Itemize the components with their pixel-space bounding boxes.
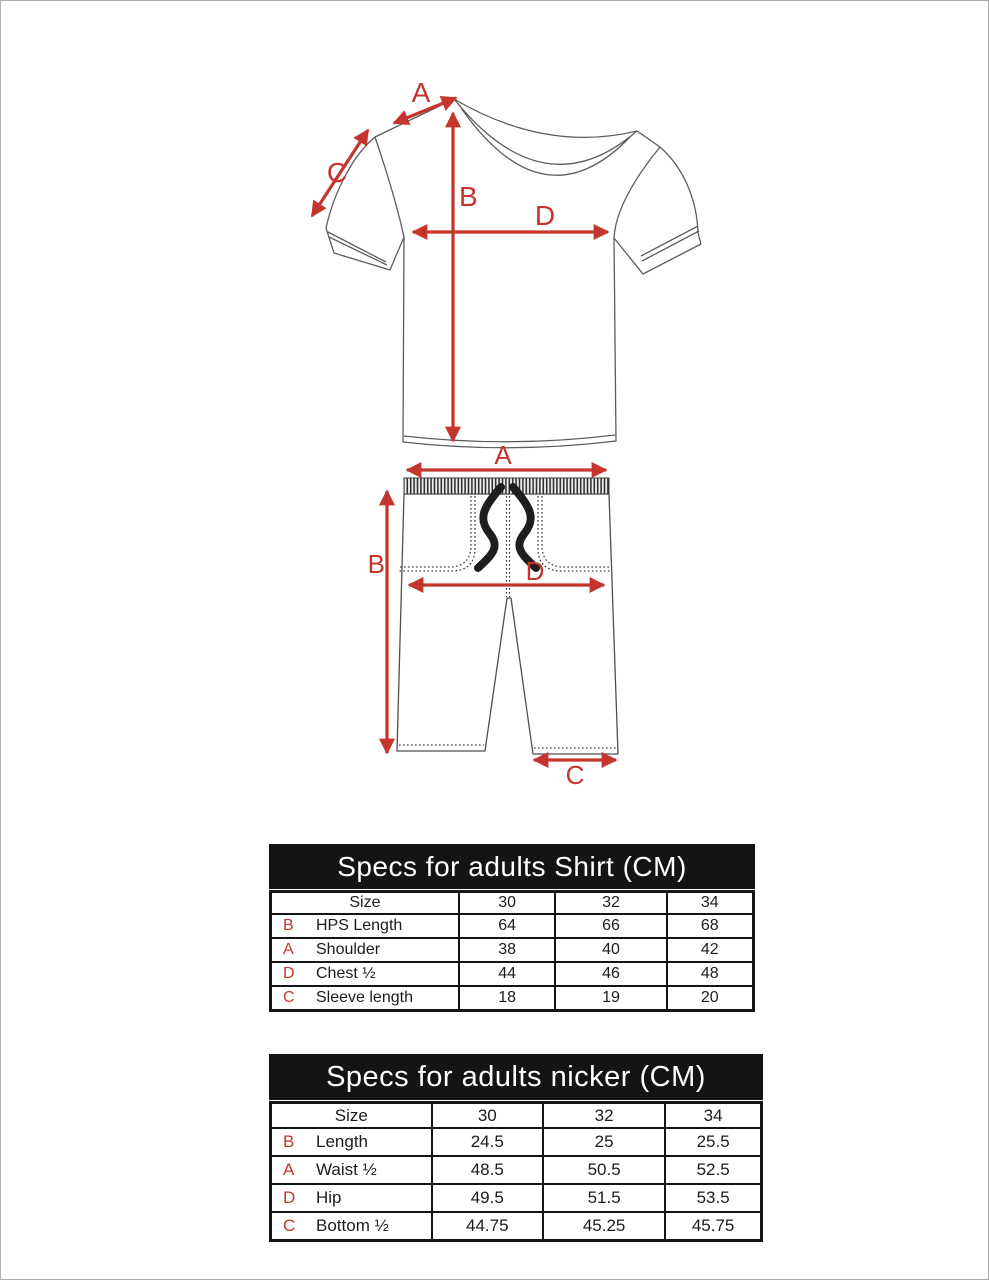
shirt-label-d: D [534,200,556,231]
shirt-label-c: C [326,157,348,188]
row-label: Bottom ½ [316,1216,389,1235]
cell-value: 45.75 [665,1212,761,1241]
row-letter: D [283,965,295,982]
row-label: Shoulder [316,941,381,958]
cell-value: 66 [555,914,666,938]
cell-value: 25.5 [665,1128,761,1156]
shorts-outline [397,494,618,754]
row-letter: A [283,1160,295,1179]
row-letter: B [283,917,294,934]
row-label: Chest ½ [316,965,376,982]
row-letter: A [283,941,294,958]
nicker-size-30: 30 [432,1103,543,1129]
row-label: Length [316,1132,368,1151]
shirt-size-header: Size [271,892,459,915]
cell-value: 48 [667,962,754,986]
nicker-row-length [271,1128,762,1156]
cell-value: 44 [459,962,556,986]
shirt-size-34: 34 [667,892,754,915]
shorts-label-a: A [494,440,512,470]
cell-value: 64 [459,914,556,938]
cell-value: 38 [459,938,556,962]
row-letter: B [283,1132,295,1151]
cell-value: 48.5 [432,1156,543,1184]
cell-value: 46 [555,962,666,986]
nicker-size-32: 32 [543,1103,665,1129]
row-letter: C [283,989,295,1006]
shorts-label-c: C [565,760,585,790]
shorts-drawing [397,478,618,754]
nicker-size-header: Size [271,1103,432,1129]
shirt-row-hps-length [271,914,754,938]
cell-value: 49.5 [432,1184,543,1212]
nicker-row-waist [271,1156,762,1184]
cell-value: 45.25 [543,1212,665,1241]
row-letter: C [283,1216,296,1235]
cell-value: 25 [543,1128,665,1156]
shorts-label-d: D [525,556,545,586]
cell-value: 53.5 [665,1184,761,1212]
shirt-table-title: Specs for adults Shirt (CM) [269,844,755,889]
cell-value: 44.75 [432,1212,543,1241]
cell-value: 50.5 [543,1156,665,1184]
row-label: HPS Length [316,917,403,934]
row-label: Hip [316,1188,342,1207]
row-label: Waist ½ [316,1160,377,1179]
cell-value: 40 [555,938,666,962]
row-letter: D [283,1188,296,1207]
cell-value: 42 [667,938,754,962]
shirt-row-chest [271,962,754,986]
nicker-size-header-row [271,1103,762,1129]
cell-value: 19 [555,986,666,1011]
nicker-spec-table [269,1054,763,1242]
tshirt-drawing [326,99,701,448]
nicker-table-grid [269,1101,763,1242]
shirt-spec-table [269,844,755,1012]
shirt-label-a: A [411,77,431,108]
shirt-size-32: 32 [555,892,666,915]
cell-value: 68 [667,914,754,938]
measurement-diagram [1,1,989,821]
nicker-size-34: 34 [665,1103,761,1129]
cell-value: 24.5 [432,1128,543,1156]
shorts-label-b: B [367,549,385,579]
nicker-table-title: Specs for adults nicker (CM) [269,1054,763,1100]
shirt-label-b: B [459,181,478,212]
nicker-row-bottom [271,1212,762,1241]
cell-value: 18 [459,986,556,1011]
shirt-table-grid [269,890,755,1012]
shorts-waistband [404,478,609,494]
shirt-row-shoulder [271,938,754,962]
nicker-row-hip [271,1184,762,1212]
shirt-row-sleeve-length [271,986,754,1011]
cell-value: 20 [667,986,754,1011]
row-label: Sleeve length [316,989,413,1006]
cell-value: 52.5 [665,1156,761,1184]
cell-value: 51.5 [543,1184,665,1212]
shirt-size-30: 30 [459,892,556,915]
shirt-size-header-row [271,892,754,915]
